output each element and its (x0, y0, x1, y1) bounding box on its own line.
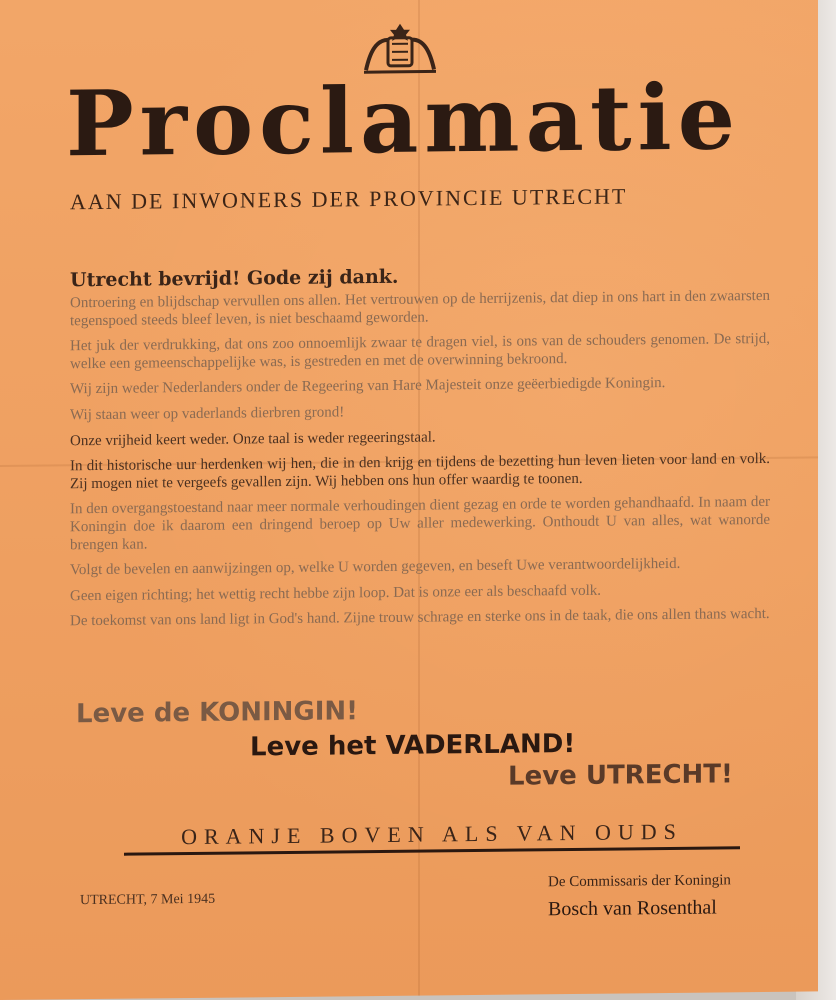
paragraph: Wij staan weer op vaderlands dierbren grond! (70, 404, 345, 424)
paragraph: Ontroering en blijdschap vervullen ons allen. Het vertrouwen op de herrijzenis, dat diep in ons hart in den zwaarsten tegenspoed steeds bleef leven, is niet beschaamd geworden. (70, 287, 770, 329)
paragraph: In den overgangstoestand naar meer normale verhoudingen dient gezag en orde te worden gehandhaafd. In naam der Koningin doe ik daarom een dringend beroep op Uw aller medewerking. Onthoudt U van alles, wat wanorde brengen kan. (70, 494, 770, 553)
paragraph: De toekomst van ons land ligt in God's hand. Zijne trouw schrage en sterke ons in de taak, die ons allen thans wacht. (70, 606, 770, 630)
dateline: UTRECHT, 7 Mei 1945 (80, 891, 216, 909)
signatory-title: De Commissaris der Koningin (548, 872, 731, 891)
paragraph: Het juk der verdrukking, dat ons zoo onnoemlijk zwaar te dragen viel, is ons van de schouders genomen. De strijd, welke een gemeenschappelijke was, is gestreden en met de overwinning bekroond. (70, 331, 770, 373)
poster-title: Proclamatie (66, 64, 741, 178)
paragraph: In dit historische uur herdenken wij hen, die in den krijg en tijdens de bezetting hun leven lieten voor land en volk. Zij mogen niet te vergeefs gevallen zijn. Wij hebben ons hun offer waardig te toonen. (70, 451, 770, 493)
cheer-vaderland: Leve het VADERLAND! (250, 728, 576, 763)
signatory-name: Bosch van Rosenthal (548, 896, 717, 921)
paragraph: Volgt de bevelen en aanwijzingen op, welke U worden gegeven, en beseft Uwe verantwoordelijkheid. (70, 556, 681, 579)
poster-subtitle: AAN DE INWONERS DER PROVINCIE UTRECHT (70, 183, 628, 215)
paragraph: Onze vrijheid keert weder. Onze taal is weder regeeringstaal. (70, 429, 436, 449)
cheer-utrecht: Leve UTRECHT! (508, 759, 733, 792)
motto: ORANJE BOVEN ALS VAN OUDS (124, 818, 740, 855)
paragraph: Geen eigen richting; het wettig recht hebbe zijn loop. Dat is onze eer als beschaafd volk. (70, 582, 602, 604)
section-heading: Utrecht bevrijd! Gode zij dank. (70, 265, 399, 292)
proclamation-body (70, 288, 770, 639)
cheer-koningin: Leve de KONINGIN! (76, 696, 359, 730)
paragraph: Wij zijn weder Nederlanders onder de Regeering van Hare Majesteit onze geëerbiedigde Koningin. (70, 375, 666, 398)
